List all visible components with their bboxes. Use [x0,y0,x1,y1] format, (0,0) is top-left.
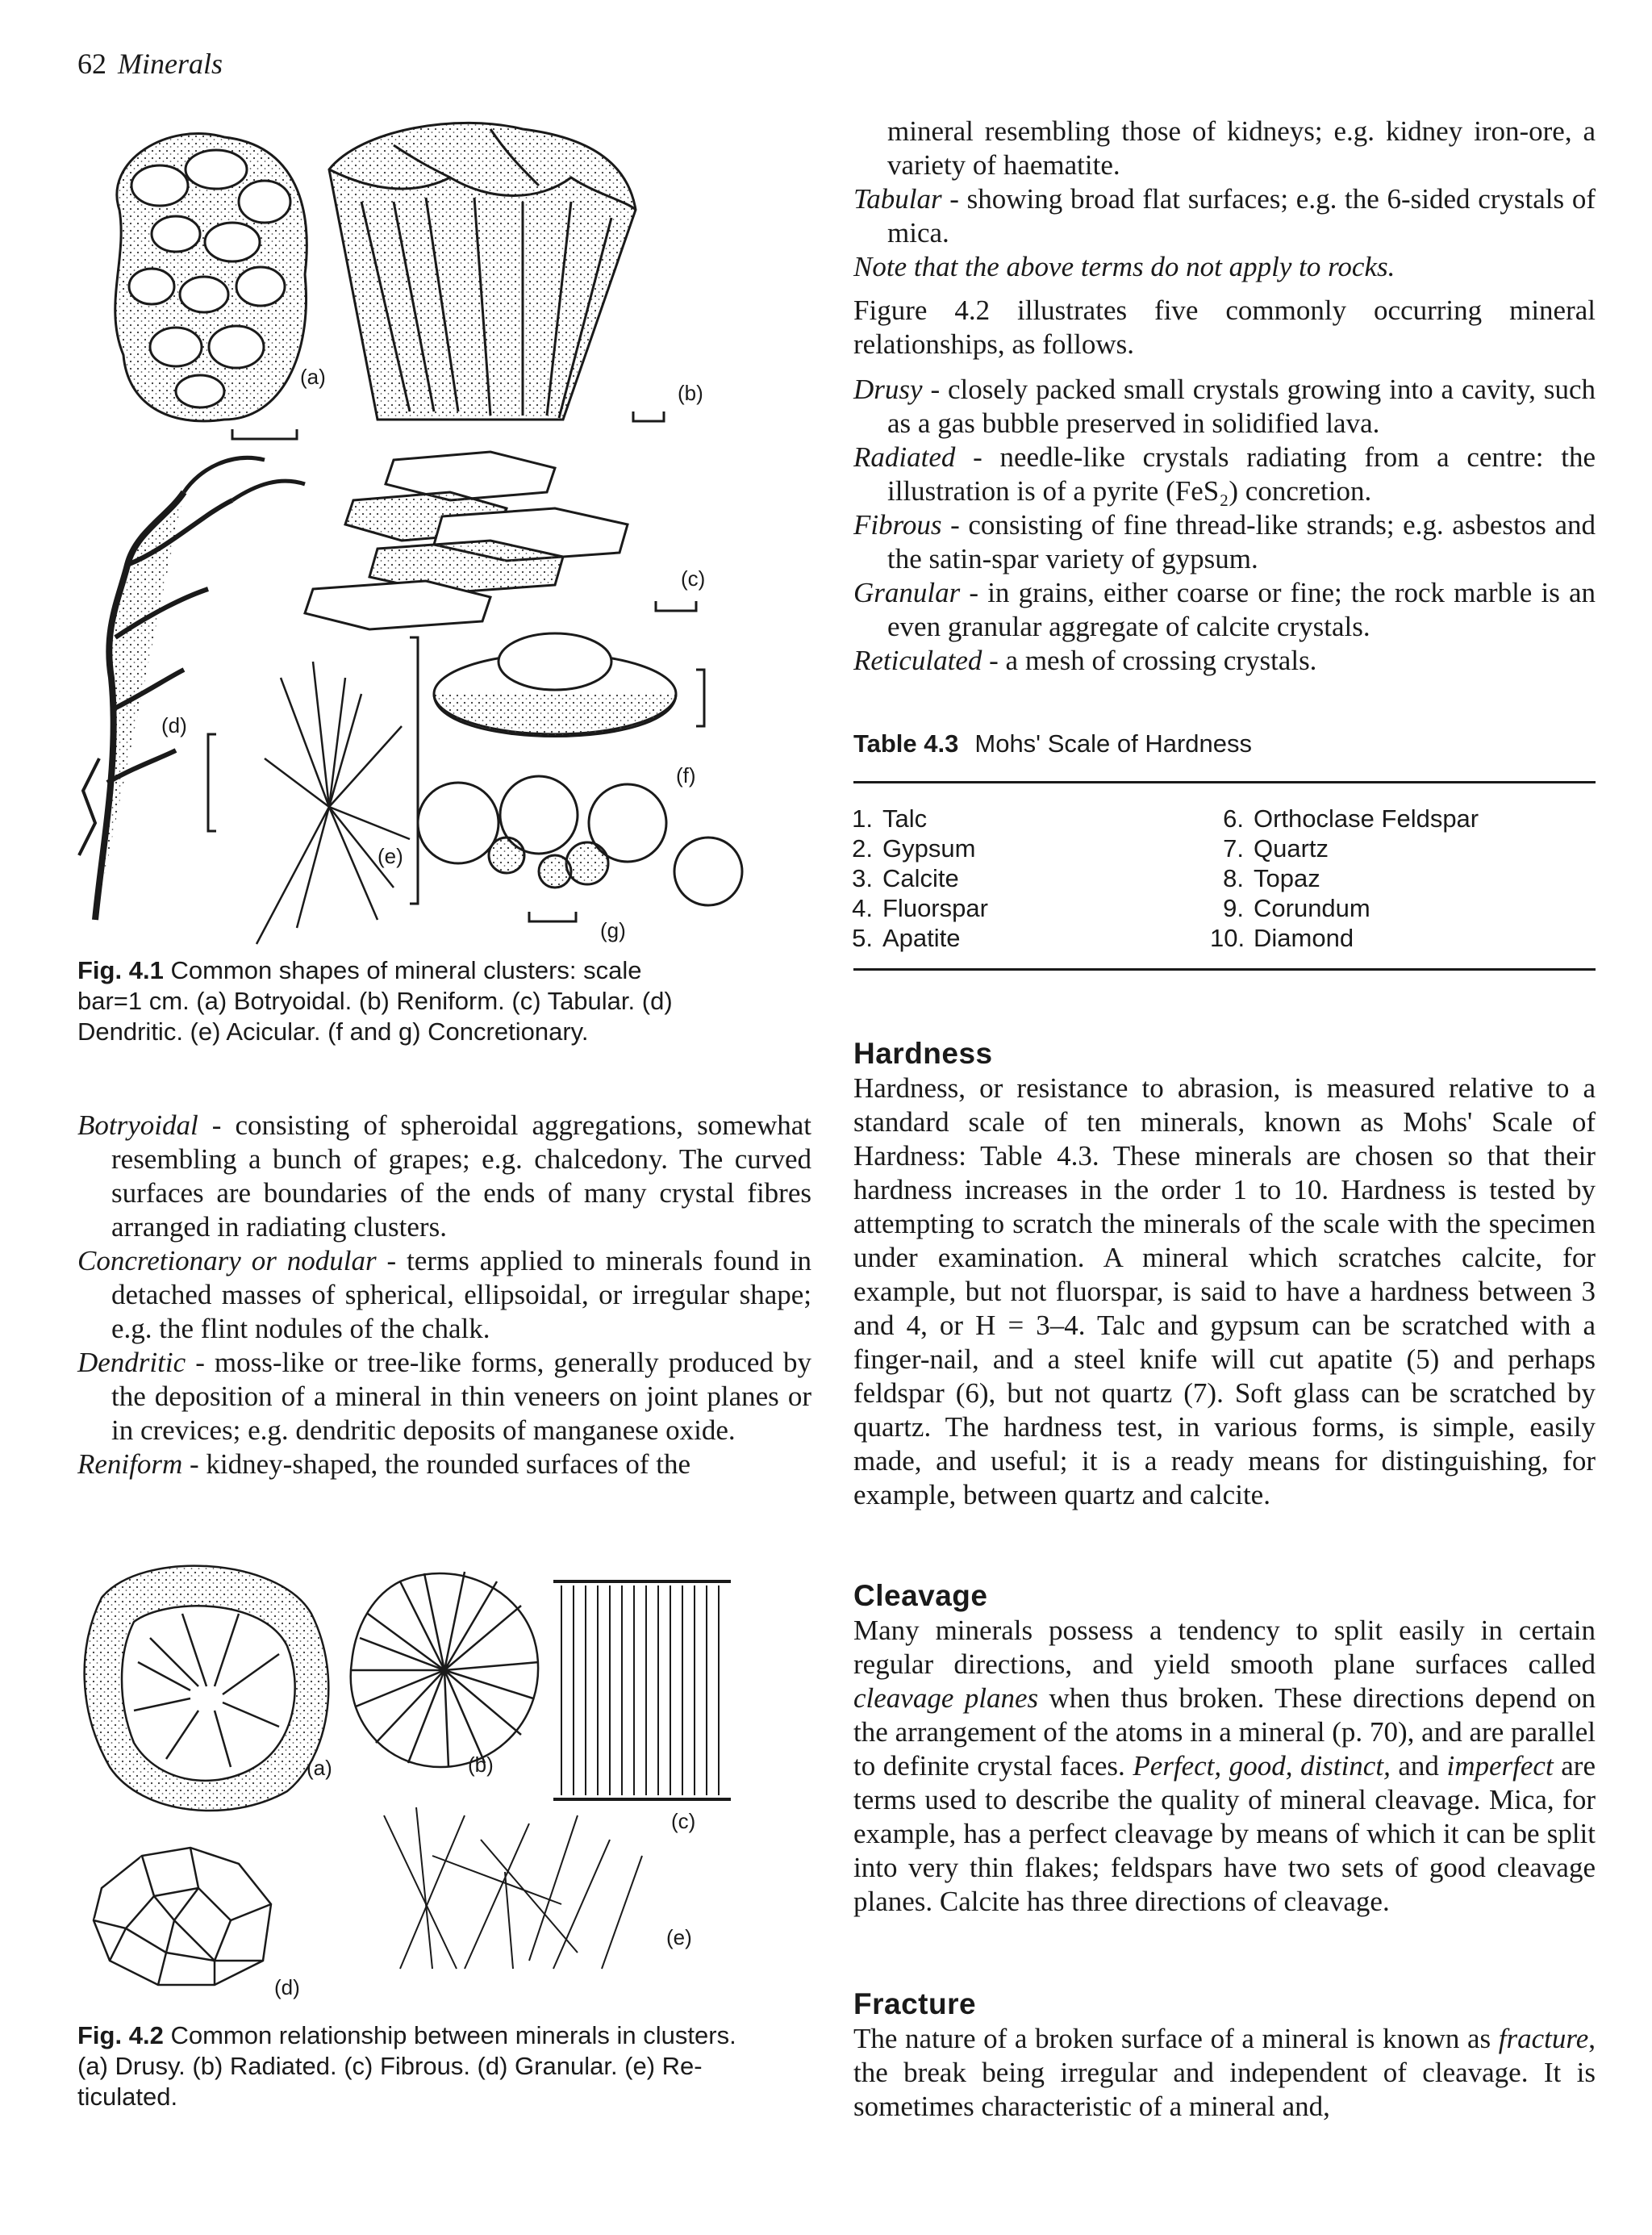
table-row: 4. Fluorspar [852,894,988,922]
reticulated-drawing [384,1807,642,1969]
table-row: 6. Orthoclase Feldspar [1223,804,1479,833]
fig42-label-d: (d) [274,1975,300,1999]
drusy-drawing [85,1566,329,1811]
note-rocks: Note that the above terms do not apply to rocks. [853,251,1395,282]
fracture-section [853,1986,1596,2124]
acicular-drawing [257,662,410,944]
fig42-caption-line-2: (a) Drusy. (b) Radiated. (c) Fibrous. (d) Granular. (e) Re- [77,2052,703,2080]
def-fibrous: Fibrous - consisting of fine thread-like strands; e.g. asbestos and the satin-spar variety of gypsum. [853,509,1596,574]
cleavage-body: Many minerals possess a tendency to split easily in certain regular directions, and yield smooth plane surfaces called cleavage planes when thus broken. These directions depend on the arrangement of the atoms in a mineral (p. 70), and are parallel to definite crystal faces. Perfect, good, distinct, and imperfect are terms used to describe the quality of mineral cleavage. Mica, for example, has a perfect cleavage by means of which it can be split into very thin flakes; feldspars have two sets of good cleavage planes. Calcite has three directions of cleavage. [853,1615,1596,1917]
fig42-caption-label: Fig. 4.2 [77,2021,164,2049]
table-label: Table 4.3 [853,729,959,758]
def-granular: Granular - in grains, either coarse or fine; the rock marble is an even granular aggregate of calcite crystals. [853,577,1596,642]
left-definitions [77,1109,811,1481]
fig41-label-g: (g) [600,918,626,942]
fig41-label-e: (e) [378,844,403,868]
def-radiated: Radiated - needle-like crystals radiating from a centre: the illustration is of a pyrite (FeS₂) concretion. [853,441,1596,507]
scale-bar-f [696,670,704,726]
fibrous-drawing [553,1581,731,1799]
table-4-3-caption [853,729,1252,758]
reniform-continuation: mineral resembling those of kidneys; e.g. kidney iron-ore, a variety of haematite. [887,115,1596,181]
def-concretionary: Concretionary or nodular - terms applied to minerals found in detached masses of spherical, ellipsoidal, or irregular shape; e.g. the flint nodules of the chalk. [77,1245,811,1344]
fig41-label-d: (d) [161,713,187,737]
botryoidal-drawing [115,134,307,421]
fracture-heading: Fracture [853,1987,977,2020]
scale-bar-c [656,601,696,611]
tabular-drawing [305,452,628,629]
fig42-label-a: (a) [307,1756,332,1780]
def-reniform: Reniform - kidney-shaped, the rounded surfaces of the [77,1448,691,1480]
fig41-label-a: (a) [300,365,326,389]
figure-4-2 [77,1549,803,2001]
reniform-drawing [329,123,636,420]
scale-bar-a [232,429,297,439]
def-reticulated: Reticulated - a mesh of crossing crystals. [853,645,1317,676]
hardness-heading: Hardness [853,1037,993,1070]
fig41-caption-label: Fig. 4.1 [77,956,164,984]
table-row: 10. Diamond [1210,924,1354,952]
cleavage-heading: Cleavage [853,1579,988,1612]
right-top-text [853,115,1596,678]
fig41-label-f: (f) [676,763,696,787]
fig41-label-b: (b) [678,381,703,405]
fig42-label-c: (c) [671,1809,696,1833]
scale-bar-b [633,411,664,421]
table-row: 2. Gypsum [852,834,976,863]
concretion-g-drawing [418,776,742,905]
fig41-caption-line-1: Common shapes of mineral clusters: scale [170,956,642,984]
page-number: 62 [77,48,106,80]
figure-4-2-caption [77,2020,811,2112]
table-title: Mohs' Scale of Hardness [974,729,1253,758]
table-row: 1. Talc [852,804,928,833]
table-bottom-rule [853,968,1596,971]
scale-bar-e [410,637,418,904]
fig42-label-b: (b) [468,1752,494,1777]
table-top-rule [853,781,1596,783]
scale-bar-d [208,734,216,831]
fig42-label-e: (e) [666,1925,692,1949]
fig42-caption-line-3: ticulated. [77,2083,178,2111]
figure-4-1 [71,113,813,952]
hardness-body: Hardness, or resistance to abrasion, is measured relative to a standard scale of ten minerals, known as Mohs' Scale of Hardness: Table 4.3. These minerals are chosen so that their hardness increases in the order 1 to 10. Hardness is tested by attempting to scratch the minerals of the scale with the specimen under examination. A mineral which scratches calcite, for example, but not fluorspar, is said to have a hardness between 3 and 4, or H = 3–4. Talc and gypsum can be scratched with a finger-nail, and a steel knife will cut apatite (5) and perhaps feldspar (6), but not quartz (7). Soft glass can be scratched by quartz. The hardness test, in various forms, is simple, easily made, and useful; it is a ready means for distinguishing, for example, between quartz and calcite. [853,1072,1596,1510]
fig42-intro: Figure 4.2 illustrates five commonly occurring mineral relationships, as follows. [853,295,1596,360]
fig42-caption-line-1: Common relationship between minerals in clusters. [170,2021,736,2049]
def-botryoidal: Botryoidal - consisting of spheroidal aggregations, somewhat resembling a bunch of grapes; e.g. chalcedony. The curved surfaces are boundaries of the ends of many crystal fibres arranged in radiating clusters. [77,1109,811,1243]
dendritic-drawing [79,457,305,920]
def-tabular: Tabular - showing broad flat surfaces; e.g. the 6-sided crystals of mica. [853,183,1596,249]
fig41-caption-line-3: Dendritic. (e) Acicular. (f and g) Concretionary. [77,1017,589,1046]
table-col-1 [839,804,1194,953]
running-title: Minerals [118,48,223,80]
table-row: 7. Quartz [1223,834,1329,863]
figure-4-1-caption [77,955,811,1047]
running-head [77,47,223,81]
hardness-section [853,1036,1596,1512]
table-col-2 [1210,804,1589,953]
table-row: 9. Corundum [1223,894,1370,922]
table-row: 5. Apatite [852,924,961,952]
cleavage-section [853,1578,1596,1919]
radiated-drawing [351,1572,539,1767]
concretion-f-drawing [434,633,676,737]
fracture-body: The nature of a broken surface of a mineral is known as fracture, the break being irregular and independent of cleavage. It is sometimes characteristic of a mineral and, [853,2023,1596,2122]
fig41-label-c: (c) [681,566,706,591]
def-dendritic: Dendritic - moss-like or tree-like forms, generally produced by the deposition of a mineral in thin veneers on joint planes or in crevices; e.g. dendritic deposits of manganese oxide. [77,1347,811,1446]
def-drusy: Drusy - closely packed small crystals growing into a cavity, such as a gas bubble preserved in solidified lava. [853,374,1596,439]
scale-bar-g [529,912,576,921]
table-row: 3. Calcite [852,864,959,892]
granular-drawing [94,1848,271,1985]
table-row: 8. Topaz [1223,864,1320,892]
fig41-caption-line-2: bar=1 cm. (a) Botryoidal. (b) Reniform. (c) Tabular. (d) [77,987,673,1015]
